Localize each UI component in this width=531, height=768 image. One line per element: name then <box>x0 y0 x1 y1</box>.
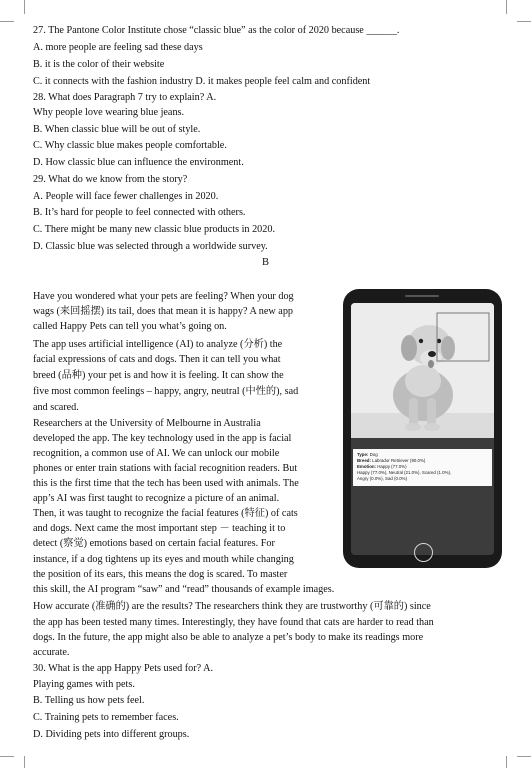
passage-line: detect (察觉) emotions based on certain facial features. For <box>33 538 275 549</box>
passage-line: instance, if a dog tightens up its eyes and mouth while changing <box>33 554 294 565</box>
passage-line: the position of its ears, this means the dog is scared. To master <box>33 569 288 580</box>
question-27: 27. The Pantone Color Institute chose “classic blue” as the color of 2020 because ______. <box>33 25 400 36</box>
question-30: 30. What is the app Happy Pets used for? A. <box>33 663 214 674</box>
phone-illustration <box>343 289 502 568</box>
passage-line: Researchers at the University of Melbourne in Australia <box>33 418 261 429</box>
passage-line: the app has been tested many times. Interestingly, they have found that cats are harder to read than <box>33 617 434 628</box>
crop-mark-top-left-v <box>24 0 25 14</box>
option-28-a: Why people love wearing blue jeans. <box>33 107 185 118</box>
option-30-d: D. Dividing pets into different groups. <box>33 729 190 740</box>
passage-line: How accurate (准确的) are the results? The researchers think they are trustworthy (可靠的) since <box>33 601 431 612</box>
crop-mark-bottom-left-v <box>24 756 25 768</box>
passage-line: app’s AI was first taught to recognize a picture of an animal. <box>33 493 280 504</box>
emotion-label: Emotion: <box>357 464 377 469</box>
breed-value: Labrador Retriever (90.0%) <box>372 458 426 463</box>
option-27-c-d: C. it connects with the fashion industry D. it makes people feel calm and confident <box>33 76 371 87</box>
phone-screen <box>351 303 494 555</box>
crop-mark-bottom-right-h <box>517 756 531 757</box>
question-29: 29. What do we know from the story? <box>33 174 188 185</box>
home-button <box>414 543 433 562</box>
passage-line: Have you wondered what your pets are feeling? When your dog <box>33 291 294 302</box>
passage-line: Then, it was taught to recognize the facial features (特征) of cats <box>33 508 298 519</box>
question-28: 28. What does Paragraph 7 try to explain? A. <box>33 92 217 103</box>
passage-line: this skill, the AI program “saw” and “read” thousands of example images. <box>33 584 335 595</box>
option-28-b: B. When classic blue will be out of style. <box>33 124 201 135</box>
option-27-b: B. it is the color of their website <box>33 59 165 70</box>
dog-icon <box>351 303 494 438</box>
crop-mark-top-right-h <box>517 21 531 22</box>
option-29-b: B. It’s hard for people to feel connected with others. <box>33 207 246 218</box>
type-value: Dog <box>369 452 378 457</box>
crop-mark-top-left-h <box>0 21 14 22</box>
passage-line: recognition, a common use of AI. We can unlock our mobile <box>33 448 280 459</box>
section-label: B <box>261 257 269 268</box>
option-29-c: C. There might be many new classic blue products in 2020. <box>33 224 275 235</box>
option-28-d: D. How classic blue can influence the environment. <box>33 157 244 168</box>
passage-line: dogs. In the future, the app might also be able to analyze a pet’s body to make its readings more <box>33 632 424 643</box>
passage-line: developed the app. The key technology used in the app is facial <box>33 433 292 444</box>
passage-line: breed (品种) your pet is and how it is feeling. It can show the <box>33 370 284 381</box>
option-29-a: A. People will face fewer challenges in 2020. <box>33 191 219 202</box>
passage-line: accurate. <box>33 647 70 658</box>
breed-label: Breed: <box>357 458 371 463</box>
passage-line: The app uses artificial intelligence (AI) to analyze (分析) the <box>33 339 283 350</box>
passage-line: wags (来回摇摆) its tail, does that mean it is happy? A new app <box>33 306 294 317</box>
passage-line: called Happy Pets can tell you what’s going on. <box>33 321 227 332</box>
passage-line: and dogs. Next came the most important step － teaching it to <box>33 523 286 534</box>
crop-mark-bottom-right-v <box>506 756 507 768</box>
crop-mark-bottom-left-h <box>0 756 14 757</box>
passage-line: facial expressions of cats and dogs. Then it can tell you what <box>33 354 281 365</box>
option-28-c: C. Why classic blue makes people comfortable. <box>33 140 227 151</box>
emotion-detail-1: Happy (77.0%), Neutral (21.0%), Scared (1.0%), <box>357 470 452 475</box>
type-label: Type: <box>357 452 369 457</box>
emotion-value: Happy (77.0%) <box>377 464 407 469</box>
option-29-d: D. Classic blue was selected through a worldwide survey. <box>33 241 268 252</box>
emotion-detail-2: Angry (0.0%), Sad (0.0%) <box>357 476 408 481</box>
dog-photo <box>351 303 494 438</box>
passage-line: and scared. <box>33 402 79 413</box>
phone-speaker <box>405 295 439 297</box>
passage-line: five most common feelings – happy, angry, neutral (中性的), sad <box>33 386 299 397</box>
passage-line: phones or enter train stations with facial recognition readers. But <box>33 463 298 474</box>
result-card <box>353 449 492 486</box>
crop-mark-top-right-v <box>506 0 507 14</box>
option-27-a: A. more people are feeling sad these days <box>33 42 203 53</box>
option-30-c: C. Training pets to remember faces. <box>33 712 179 723</box>
option-30-a: Playing games with pets. <box>33 679 135 690</box>
option-30-b: B. Telling us how pets feel. <box>33 695 145 706</box>
passage-line: this is the first time that the tech has been used with animals. The <box>33 478 299 489</box>
